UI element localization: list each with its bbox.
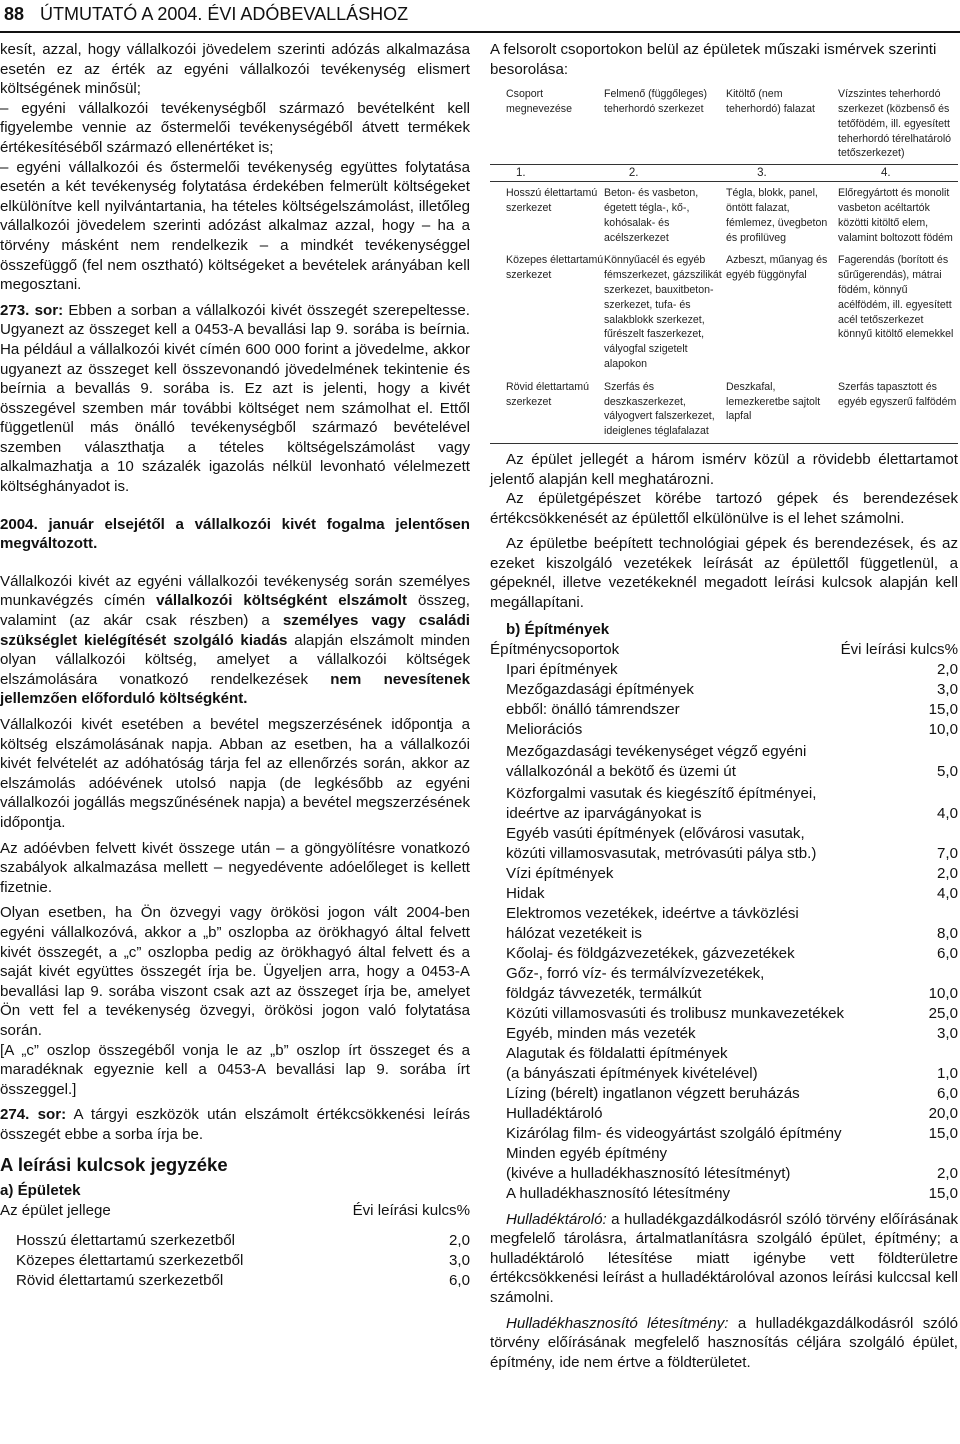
structure-name-line: földgáz távvezeték, termálkút (506, 984, 702, 1002)
structure-name-line: vállalkozónál a bekötő és üzemi út (506, 762, 736, 780)
structure-name-line: hálózat vezetékeit is (506, 924, 642, 942)
building-rate: 3,0 (449, 1252, 470, 1270)
structure-row (490, 784, 958, 824)
right-column (490, 40, 958, 1372)
header-rule (0, 31, 960, 33)
structure-row (490, 1184, 958, 1204)
structure-rate: 1,0 (937, 1064, 958, 1082)
structure-rate: 3,0 (937, 680, 958, 698)
structure-rate: 2,0 (937, 660, 958, 678)
structure-row (490, 864, 958, 884)
structure-name (490, 964, 898, 1004)
structure-row (490, 1084, 958, 1104)
table-number-cell: 2. (628, 167, 639, 180)
table-cell: Hosszú élettartamú szerkezet (506, 187, 598, 214)
structure-name (490, 1144, 898, 1184)
structure-name: Meliorációs (506, 720, 583, 738)
left-column (0, 40, 470, 1291)
row-273-label: 273. sor: (0, 301, 64, 319)
structure-rate: 2,0 (937, 1164, 958, 1182)
table-header-cell: Csoport megnevezése (506, 88, 572, 115)
structure-name: A hulladékhasznosító létesítmény (506, 1184, 731, 1202)
mechanical-paragraph: Az épületgépészet körébe tartozó gépek és berendezések értékcsökkenését az épülettől elkülönülve is el lehet számolni. (490, 490, 958, 527)
structure-rate: 25,0 (928, 1004, 958, 1022)
structure-rate: 2,0 (937, 864, 958, 882)
structure-rate: 4,0 (937, 804, 958, 822)
structure-rate: 20,0 (928, 1104, 958, 1122)
structure-name-line: ideértve az iparvágányokat is (506, 804, 702, 822)
table-cell: Előregyártott és monolit vasbeton acéltartók közötti kitöltő elem, valamint boltozott födém (838, 187, 953, 244)
table-cell: Beton- és vasbeton, égetett tégla-, kő-, kohósalak- és acélszerkezet (604, 187, 699, 244)
structure-row (490, 742, 958, 782)
structure-row (490, 1004, 958, 1024)
landfill-definition (490, 1210, 958, 1308)
structure-rate: 15,0 (928, 1184, 958, 1202)
table-row (490, 376, 958, 444)
structure-name (490, 824, 898, 864)
intro-paragraph-3: – egyéni vállalkozói és őstermelői tevékenység együttes folytatása esetén a két tevékenység folytatása érdekében felmerült költségeket elkülönítve kell nyilvántartania, ha tételes költségelszámolást, illetőleg vállalkozói jövedelem szerinti adózást alkalmaz azzal, hogy – ha a törvény másként nem rendelkezik – a mindkét tevékenységgel összefüggő (fel nem osztható) költségeket a bevételek arányában kell megosztani. (0, 158, 470, 294)
structure-name-line: Gőz-, forró víz- és termálvízvezetékek, (506, 964, 765, 982)
structure-name-line: Mezőgazdasági tevékenységet végző egyéni (506, 742, 807, 760)
lifetime-paragraph: Az épület jellegét a három ismérv közül a rövidebb élettartamot jelentő alapján kell meghatározni. (490, 450, 958, 488)
column-header-left: Építménycsoportok (490, 640, 620, 658)
structure-row (490, 904, 958, 944)
structure-row (490, 1024, 958, 1044)
building-name: Rövid élettartamú szerkezetből (16, 1272, 224, 1290)
table-row (490, 249, 958, 375)
table-cell: Szerfás tapasztott és egyéb egyszerű falfödém (838, 380, 957, 408)
structure-rate: 4,0 (937, 884, 958, 902)
kivet-text-c: összeg, valamint (az akár csak részben) a (0, 592, 470, 630)
table-header-row (490, 87, 958, 165)
structure-name: Mezőgazdasági építmények (506, 680, 694, 698)
structure-name: Kizárólag film- és videogyártást szolgáló építmény (506, 1124, 842, 1142)
structure-name: Lízing (bérelt) ingatlanon végzett beruházás (506, 1084, 800, 1102)
structure-name-line: (a bányászati építmények kivételével) (506, 1064, 758, 1082)
column-header-right: Évi leírási kulcs% (840, 640, 958, 658)
structure-name: Kőolaj- és földgázvezetékek, gázvezetékek (506, 944, 795, 962)
row-274-text: A tárgyi eszközök után elszámolt értékcsökkenési leírás összegét ebbe a sorba írja be. (0, 1106, 470, 1143)
table-header-cell: Felmenő (függőleges) teherhordó szerkezet (604, 88, 708, 115)
structure-rate: 6,0 (937, 1084, 958, 1102)
table-cell: Szerfás és deszkaszerkezet, vályogvert falszerkezet, ideiglenes téglafalazat (604, 380, 715, 438)
structure-rate: 10,0 (928, 720, 958, 738)
structure-rate: 3,0 (937, 1024, 958, 1042)
row-273-text: Ebben a sorban a vállalkozói kivét összegét szerepeltesse. Ugyanezt az összeget kell a 0453-A bevallási lap 9. sorába is beírnia. Ha például a vállalkozói kivét címén 600 000 forint a jövedelme, akkor ugyanezt az összeget kell összevonandó jövedelmének tekintenie és beírnia a bevallás 9. sorába is. Ez azt is jelenti, hogy a kivét összegével szemben már további költséget nem számolhat el. Ettől függetlenül más önálló tevékenységből származó bevételével szemben választhatja a tételes költségelszámolást vagy alkalmazhatja a 10 százalék igazolás nélkül levonható vélelmezett költséghányadot is. (0, 301, 470, 496)
kivet-text-f: nem nevesítenek jellemzően előforduló költségként. (0, 670, 470, 708)
subsection-buildings: a) Épületek (0, 1182, 81, 1200)
structure-row (490, 680, 958, 700)
row-274-paragraph (0, 1105, 470, 1144)
building-name: Közepes élettartamú szerkezetből (16, 1252, 244, 1270)
recycling-definition (490, 1314, 958, 1373)
kivet-paragraph-1 (0, 572, 470, 709)
structure-row (490, 700, 958, 720)
structure-name (490, 904, 898, 944)
building-rate: 6,0 (449, 1272, 470, 1290)
structure-rate: 15,0 (928, 1124, 958, 1142)
kivet-paragraph-2: Vállalkozói kivét esetében a bevétel megszerzésének időpontja a költség elszámolásának napja. Abban az esetben, ha a vállalkozói kivét felvételét az adóhatóság tárja fel az ellenőrzés során, akkor az elszámolás adóévének utolsó napja (de legkésőbb az egyéni vállalkozói jogállás megszűnésének napja) a bevétel megszerzésének időpontja. (0, 716, 470, 831)
row-273-paragraph (0, 301, 470, 497)
row-274-label: 274. sor: (0, 1106, 67, 1124)
building-row (0, 1271, 470, 1291)
table-cell: Könnyűacél és egyéb fémszerkezet, gázszilikát szerkezet, bauxitbeton-szerkezet, tufa- és salakblokk szerkezet, fűrészelt faszerkezet, vályogfal szigetelt alapokon (604, 254, 722, 370)
structure-rate: 15,0 (928, 700, 958, 718)
intro-paragraph-2: – egyéni vállalkozói tevékenységből származó bevételként kell figyelembe vennie az őstermelői tevékenységéből átvett termékek értékesítéséből származó ellenértéket is; (0, 99, 470, 156)
building-row (0, 1251, 470, 1271)
section-title: A leírási kulcsok jegyzéke (0, 1154, 228, 1176)
structure-row (490, 1044, 958, 1084)
structure-name: Egyéb, minden más vezeték (506, 1024, 696, 1042)
table-row (490, 182, 958, 249)
structure-row (490, 660, 958, 680)
change-2004-note: 2004. január elsejétől a vállalkozói kivét fogalma jelentősen megváltozott. (0, 515, 470, 553)
structure-name: Közúti villamosvasúti és trolibusz munkavezetékek (506, 1004, 845, 1022)
structure-name: Hidak (506, 884, 545, 902)
running-title: ÚTMUTATÓ A 2004. ÉVI ADÓBEVALLÁSHOZ (40, 4, 409, 24)
structure-name-line: Minden egyéb építmény (506, 1144, 668, 1162)
structure-rate: 7,0 (937, 844, 958, 862)
structure-name-line: Egyéb vasúti építmények (elővárosi vasutak, (506, 824, 805, 842)
recycling-term: Hulladékhasznosító létesítmény: (506, 1314, 729, 1332)
structure-name: Vízi építmények (506, 864, 614, 882)
table-cell: Rövid élettartamú szerkezet (506, 380, 590, 408)
structure-row (490, 720, 958, 740)
recycling-text: a hulladékgazdálkodásról szóló törvény előírásának megfelelő hasznosítás céljára szolgáló épület, építmény, ide nem értve a földterületet. (490, 1314, 958, 1371)
table-cell: Fagerendás (borított és sűrűgerendás), mátrai födém, könnyű acélfödém, ill. egyesített acél tetőszerkezet könnyű kitöltő elemekkel (838, 254, 954, 341)
structure-rate: 6,0 (937, 944, 958, 962)
kivet-text-b: vállalkozói költségként elszámolt (156, 592, 408, 610)
structure-rate: 5,0 (937, 762, 958, 780)
structure-row (490, 1104, 958, 1124)
table-cell: Közepes élettartamú szerkezet (506, 254, 604, 282)
category-intro: A felsorolt csoportokon belül az épületek műszaki ismérvek szerinti besorolása: (490, 41, 937, 78)
category-table (490, 87, 958, 444)
structure-name: ebből: önálló támrendszer (506, 700, 680, 718)
building-row (0, 1231, 470, 1251)
structure-name-line: Elektromos vezetékek, ideértve a távközlési (506, 904, 799, 922)
kivet-paragraph-5: [A „c” oszlop összegéből vonja le az „b” oszlop írt összeget és a maradéknak egyeznie kell a 0453-A bevallási lap 9. sorába írt összeggel.] (0, 1041, 470, 1098)
technology-paragraph: Az épületbe beépített technológiai gépek és berendezések, és az ezeket kiszolgáló vezetékek leírását az épülettől függetlenül, a gépeknél, illetve vezetékeknél megadott leírási kulcsok alapján kell megállapítani. (490, 535, 958, 612)
structure-name: Ipari építmények (506, 660, 618, 678)
structure-rate: 10,0 (928, 984, 958, 1002)
kivet-text-a: Vállalkozói kivét az egyéni vállalkozói tevékenység során személyes munkavégzés címén (0, 572, 470, 610)
kivet-paragraph-3: Az adóévben felvett kivét összege után – a göngyölítésre vonatkozó szabályok alkalmazása mellett – negyedévente adóelőleget is kellett fizetnie. (0, 839, 470, 896)
table-cell: Azbeszt, műanyag és egyéb függönyfal (726, 254, 828, 282)
structure-name (490, 1044, 898, 1084)
structure-name (490, 742, 898, 782)
structures-column-header (490, 640, 958, 660)
kivet-text-e: alapján elszámolt minden olyan vállalkozói költség, amelyet a vállalkozói költségek elszámolására vonatkozó rendelkezések (0, 631, 470, 688)
table-header-cell: Vízszintes teherhordó szerkezet (közbenső és tetőfödém, ill. egyesített teherhordó térelhatároló tetőszerkezet) (838, 88, 952, 160)
subsection-structures: b) Építmények (506, 620, 610, 638)
column-header-right: Évi leírási kulcs% (352, 1202, 470, 1220)
structure-row (490, 1144, 958, 1184)
column-header-left: Az épület jellege (0, 1202, 111, 1220)
table-cell: Deszkafal, lemezkeretbe sajtolt lapfal (726, 380, 821, 423)
structure-name-line: közúti villamosvasutak, metróvasúti pálya stb.) (506, 844, 817, 862)
table-number-cell: 1. (516, 167, 526, 180)
intro-paragraph-1: kesít, azzal, hogy vállalkozói jövedelem szerinti adózás alkalmazása esetén ez az érték az egyéni vállalkozói tevékenység elismert költségének minősül; (0, 41, 470, 98)
table-number-row (490, 165, 958, 182)
table-number-cell: 3. (757, 167, 767, 180)
table-cell: Tégla, blokk, panel, öntött falazat, fémlemez, üvegbeton és profilüveg (726, 187, 828, 244)
kivet-paragraph-4: Olyan esetben, ha Ön özvegyi vagy örökösi jogon vált 2004-ben egyéni vállalkozóvá, akkor a „b” oszlopba az örökhagyó által felvett kivét összegét, a „c” oszlopba pedig az örökhagyó által felvett és a saját kivét együttes összegét írja be. Ügyeljen arra, hogy a 0453-A bevallási lap 9. sorába viszont csak azt az összeget írja be, amelyet Ön vett fel a tevékenység özvegyi, örökösi jogon való folytatása során. (0, 904, 470, 1039)
structure-name: Hulladéktároló (506, 1104, 603, 1122)
kivet-text-d: személyes vagy családi szükséglet kielégítését szolgáló kiadás (0, 612, 470, 649)
building-rate: 2,0 (449, 1232, 470, 1250)
structure-row (490, 964, 958, 1004)
structure-row (490, 1124, 958, 1144)
landfill-text: a hulladékgazdálkodásról szóló törvény előírásának megfelelő tárolásra, ártalmatlanításra szolgáló épület, építmény; a hulladéktároló létesítése miatt igénybe vett földterületre értékcsökkenési leírást a hulladéktárolóval azonos leírási kulccsal kell számolni. (490, 1210, 958, 1307)
structure-name-line: Közforgalmi vasutak és kiegészítő építményei, (506, 784, 817, 802)
page-header (0, 0, 960, 30)
building-name: Hosszú élettartamú szerkezetből (16, 1232, 235, 1250)
structure-name-line: Alagutak és földalatti építmények (506, 1044, 728, 1062)
structure-row (490, 824, 958, 864)
structure-name (490, 784, 898, 824)
table-header-cell: Kitöltő (nem teherhordó) falazat (726, 88, 815, 115)
structure-name-line: (kivéve a hulladékhasznosító létesítményt) (506, 1164, 791, 1182)
structure-row (490, 884, 958, 904)
structure-row (490, 944, 958, 964)
structure-rate: 8,0 (937, 924, 958, 942)
page-number: 88 (4, 4, 25, 24)
table-number-cell: 4. (881, 167, 891, 180)
landfill-term: Hulladéktároló: (506, 1210, 607, 1228)
structures-list (490, 660, 958, 1204)
buildings-column-header (0, 1201, 470, 1221)
